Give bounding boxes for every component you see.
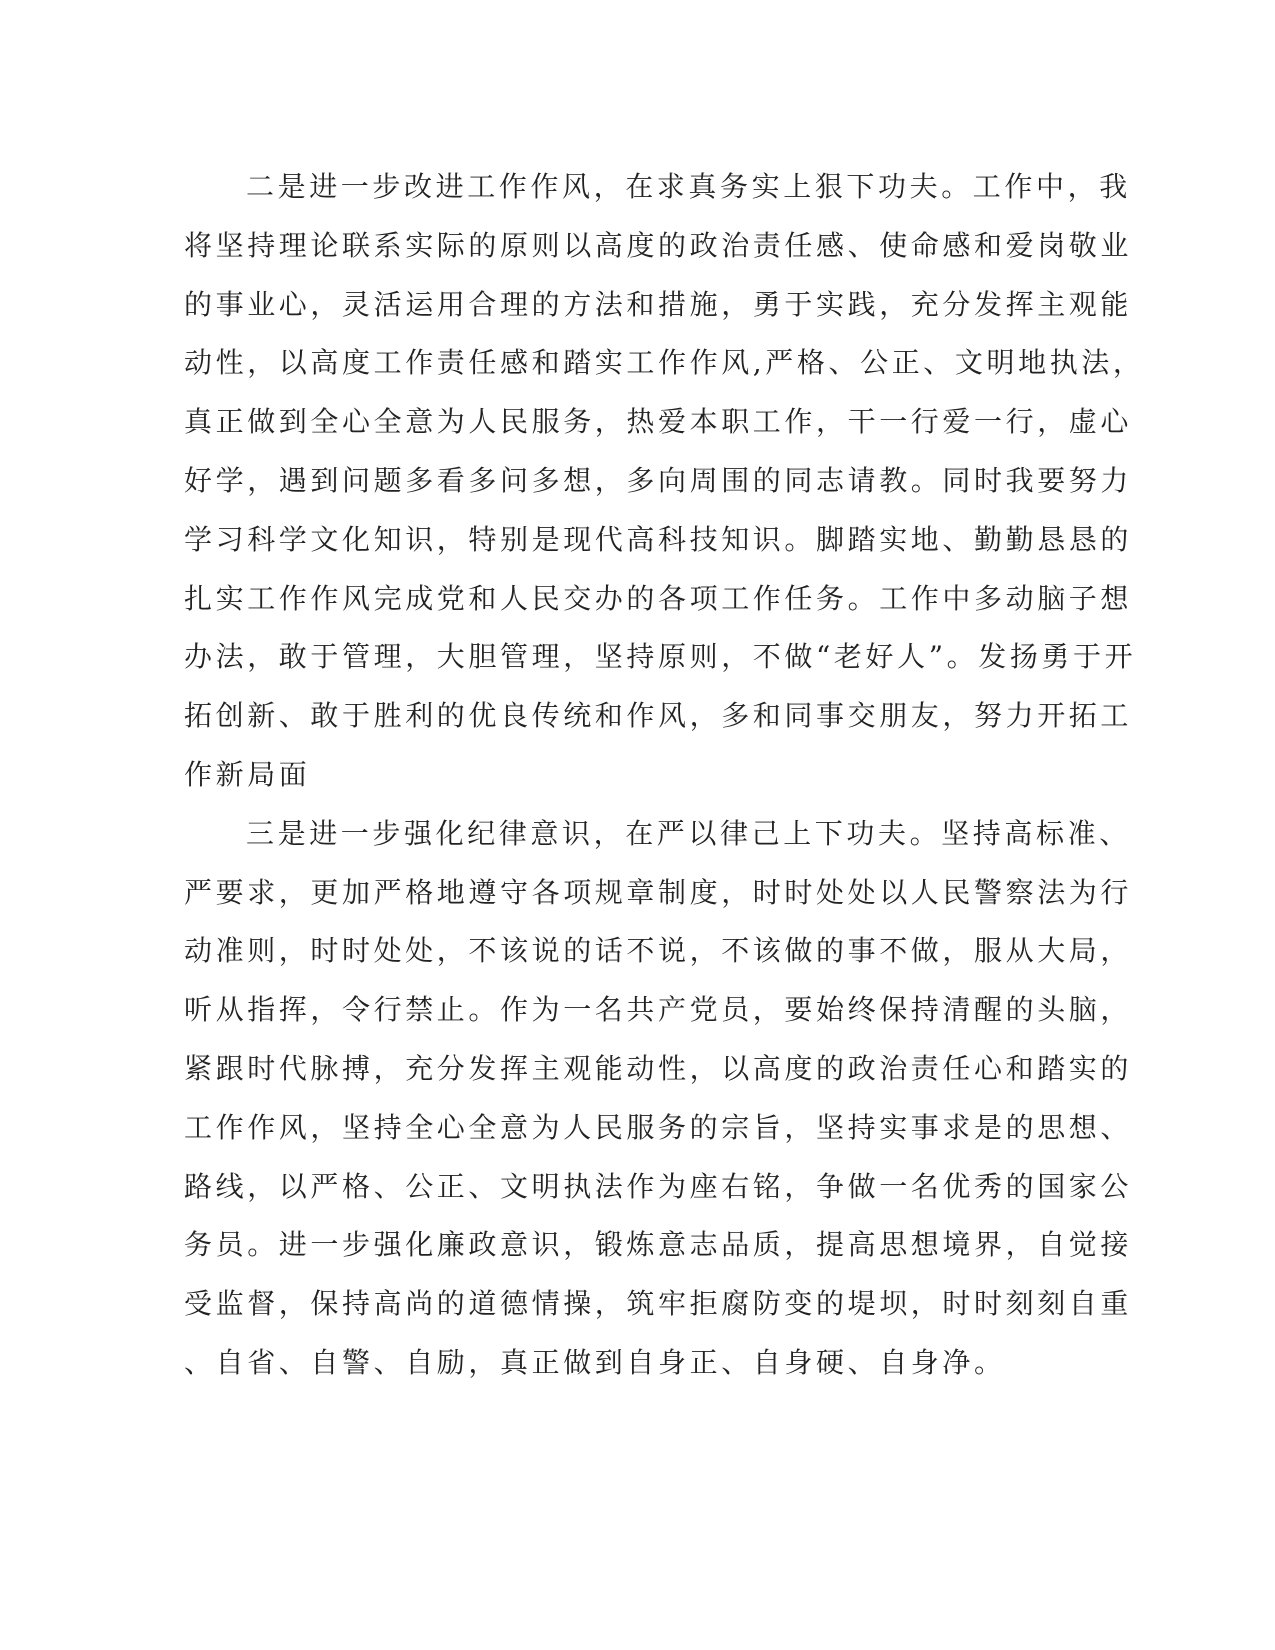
text-line: 紧跟时代脉搏，充分发挥主观能动性，以高度的政治责任心和踏实的 [184, 1051, 1133, 1085]
paragraph-1 [184, 158, 1145, 805]
text-line: 听从指挥，令行禁止。作为一名共产党员，要始终保持清醒的头脑， [184, 993, 1133, 1027]
text-line: 工作作风，坚持全心全意为人民服务的宗旨，坚持实事求是的思想、 [184, 1110, 1133, 1144]
text-line: 受监督，保持高尚的道德情操，筑牢拒腐防变的堤坝，时时刻刻自重 [184, 1287, 1133, 1321]
text-line: 拓创新、敢于胜利的优良传统和作风，多和同事交朋友，努力开拓工 [184, 699, 1133, 733]
text-line: 动准则，时时处处，不该说的话不说，不该做的事不做，服从大局， [184, 934, 1133, 968]
text-line: 办法，敢于管理，大胆管理，坚持原则，不做“老好人”。发扬勇于开 [184, 640, 1137, 674]
text-line: 的事业心，灵活运用合理的方法和措施，勇于实践，充分发挥主观能 [184, 287, 1133, 321]
text-line: 严要求，更加严格地遵守各项规章制度，时时处处以人民警察法为行 [184, 875, 1133, 909]
text-line: 学习科学文化知识，特别是现代高科技知识。脚踏实地、勤勤恳恳的 [184, 522, 1133, 556]
body-text [184, 158, 1145, 1393]
text-line: 将坚持理论联系实际的原则以高度的政治责任感、使命感和爱岗敬业 [184, 228, 1133, 262]
text-line: 二是进一步改进工作作风，在求真务实上狠下功夫。工作中，我 [246, 170, 1131, 203]
text-line: 务员。进一步强化廉政意识，锻炼意志品质，提高思想境界，自觉接 [184, 1228, 1133, 1262]
text-line: 、自省、自警、自励，真正做到自身正、自身硬、自身净。 [184, 1345, 1006, 1379]
text-line: 三是进一步强化纪律意识，在严以律己上下功夫。坚持高标准、 [246, 816, 1131, 850]
text-line: 真正做到全心全意为人民服务，热爱本职工作，干一行爱一行，虚心 [184, 405, 1133, 439]
text-line: 动性，以高度工作责任感和踏实工作作风,严格、公正、文明地执法， [184, 346, 1145, 380]
text-line: 作新局面 [184, 757, 311, 791]
paragraph-2 [184, 805, 1133, 1393]
text-line: 扎实工作作风完成党和人民交办的各项工作任务。工作中多动脑子想 [184, 581, 1133, 615]
text-line: 好学，遇到问题多看多问多想，多向周围的同志请教。同时我要努力 [184, 463, 1133, 497]
text-line: 路线，以严格、公正、文明执法作为座右铭，争做一名优秀的国家公 [184, 1169, 1133, 1203]
